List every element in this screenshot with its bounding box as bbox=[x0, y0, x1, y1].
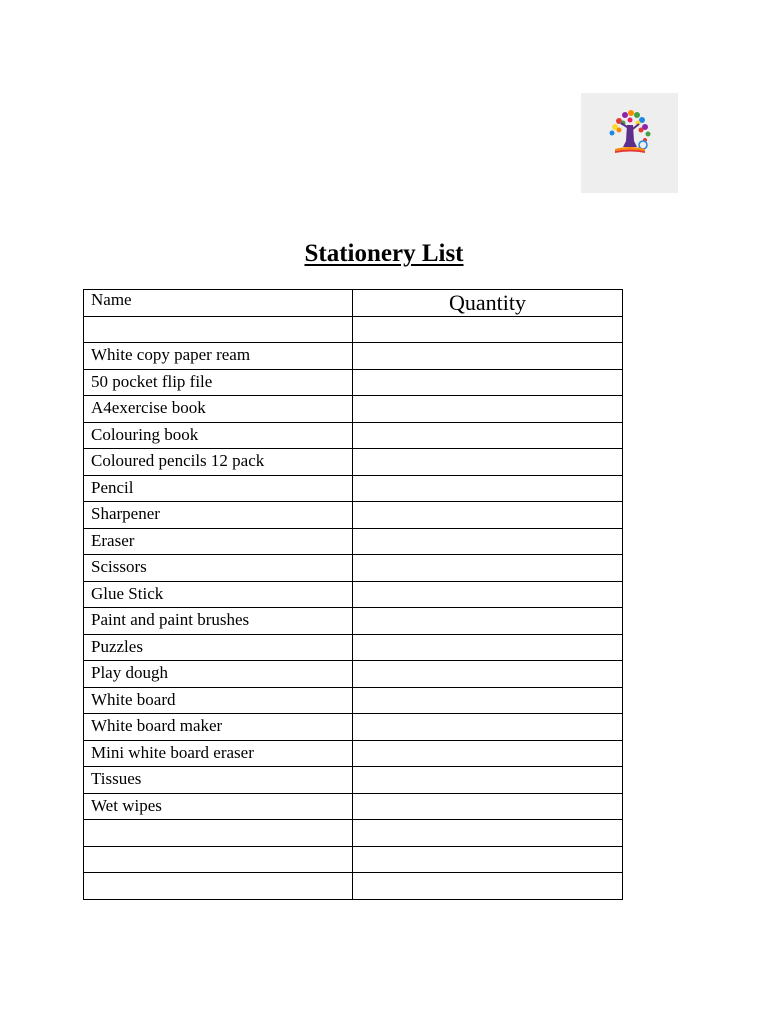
item-name-cell: A4exercise book bbox=[84, 396, 353, 423]
item-name-cell: Coloured pencils 12 pack bbox=[84, 449, 353, 476]
quantity-cell[interactable] bbox=[353, 873, 623, 900]
table-row bbox=[84, 316, 623, 343]
table-row bbox=[84, 528, 623, 555]
item-name-cell: White copy paper ream bbox=[84, 343, 353, 370]
table-row bbox=[84, 634, 623, 661]
quantity-cell[interactable] bbox=[353, 608, 623, 635]
item-name-cell: Tissues bbox=[84, 767, 353, 794]
table-row bbox=[84, 846, 623, 873]
quantity-cell[interactable] bbox=[353, 475, 623, 502]
table-row bbox=[84, 740, 623, 767]
table-row bbox=[84, 343, 623, 370]
quantity-cell[interactable] bbox=[353, 634, 623, 661]
table-header-row bbox=[84, 290, 623, 317]
quantity-cell[interactable] bbox=[353, 343, 623, 370]
table-row bbox=[84, 369, 623, 396]
table-row bbox=[84, 608, 623, 635]
item-name-cell: White board maker bbox=[84, 714, 353, 741]
column-header-name: Name bbox=[84, 290, 353, 317]
quantity-cell[interactable] bbox=[353, 820, 623, 847]
quantity-cell[interactable] bbox=[353, 687, 623, 714]
item-name-cell: 50 pocket flip file bbox=[84, 369, 353, 396]
table-row bbox=[84, 687, 623, 714]
table-row bbox=[84, 475, 623, 502]
quantity-cell[interactable] bbox=[353, 369, 623, 396]
table-row bbox=[84, 555, 623, 582]
quantity-cell[interactable] bbox=[353, 714, 623, 741]
quantity-cell[interactable] bbox=[353, 528, 623, 555]
item-name-cell: Paint and paint brushes bbox=[84, 608, 353, 635]
item-name-cell: Puzzles bbox=[84, 634, 353, 661]
quantity-cell[interactable] bbox=[353, 740, 623, 767]
quantity-cell[interactable] bbox=[353, 555, 623, 582]
table-row bbox=[84, 820, 623, 847]
item-name-cell bbox=[84, 820, 353, 847]
table-row bbox=[84, 449, 623, 476]
item-name-cell: Scissors bbox=[84, 555, 353, 582]
quantity-cell[interactable] bbox=[353, 793, 623, 820]
item-name-cell: Glue Stick bbox=[84, 581, 353, 608]
quantity-cell[interactable] bbox=[353, 661, 623, 688]
column-header-quantity: Quantity bbox=[353, 290, 623, 317]
quantity-cell[interactable] bbox=[353, 581, 623, 608]
table-row bbox=[84, 422, 623, 449]
table-row bbox=[84, 502, 623, 529]
quantity-cell[interactable] bbox=[353, 767, 623, 794]
table-row bbox=[84, 581, 623, 608]
item-name-cell: White board bbox=[84, 687, 353, 714]
stationery-table bbox=[83, 289, 623, 900]
item-name-cell bbox=[84, 846, 353, 873]
item-name-cell: Eraser bbox=[84, 528, 353, 555]
quantity-cell[interactable] bbox=[353, 846, 623, 873]
table-row bbox=[84, 767, 623, 794]
table-row bbox=[84, 873, 623, 900]
item-name-cell: Wet wipes bbox=[84, 793, 353, 820]
table-row bbox=[84, 661, 623, 688]
page-title: Stationery List bbox=[304, 240, 464, 267]
quantity-cell[interactable] bbox=[353, 316, 623, 343]
school-logo bbox=[581, 93, 678, 193]
item-name-cell: Mini white board eraser bbox=[84, 740, 353, 767]
item-name-cell: Play dough bbox=[84, 661, 353, 688]
table-row bbox=[84, 793, 623, 820]
quantity-cell[interactable] bbox=[353, 502, 623, 529]
quantity-cell[interactable] bbox=[353, 422, 623, 449]
item-name-cell bbox=[84, 316, 353, 343]
item-name-cell: Colouring book bbox=[84, 422, 353, 449]
quantity-cell[interactable] bbox=[353, 449, 623, 476]
item-name-cell: Sharpener bbox=[84, 502, 353, 529]
table-row bbox=[84, 396, 623, 423]
tree-logo-icon bbox=[581, 93, 678, 193]
table-row bbox=[84, 714, 623, 741]
item-name-cell bbox=[84, 873, 353, 900]
item-name-cell: Pencil bbox=[84, 475, 353, 502]
quantity-cell[interactable] bbox=[353, 396, 623, 423]
